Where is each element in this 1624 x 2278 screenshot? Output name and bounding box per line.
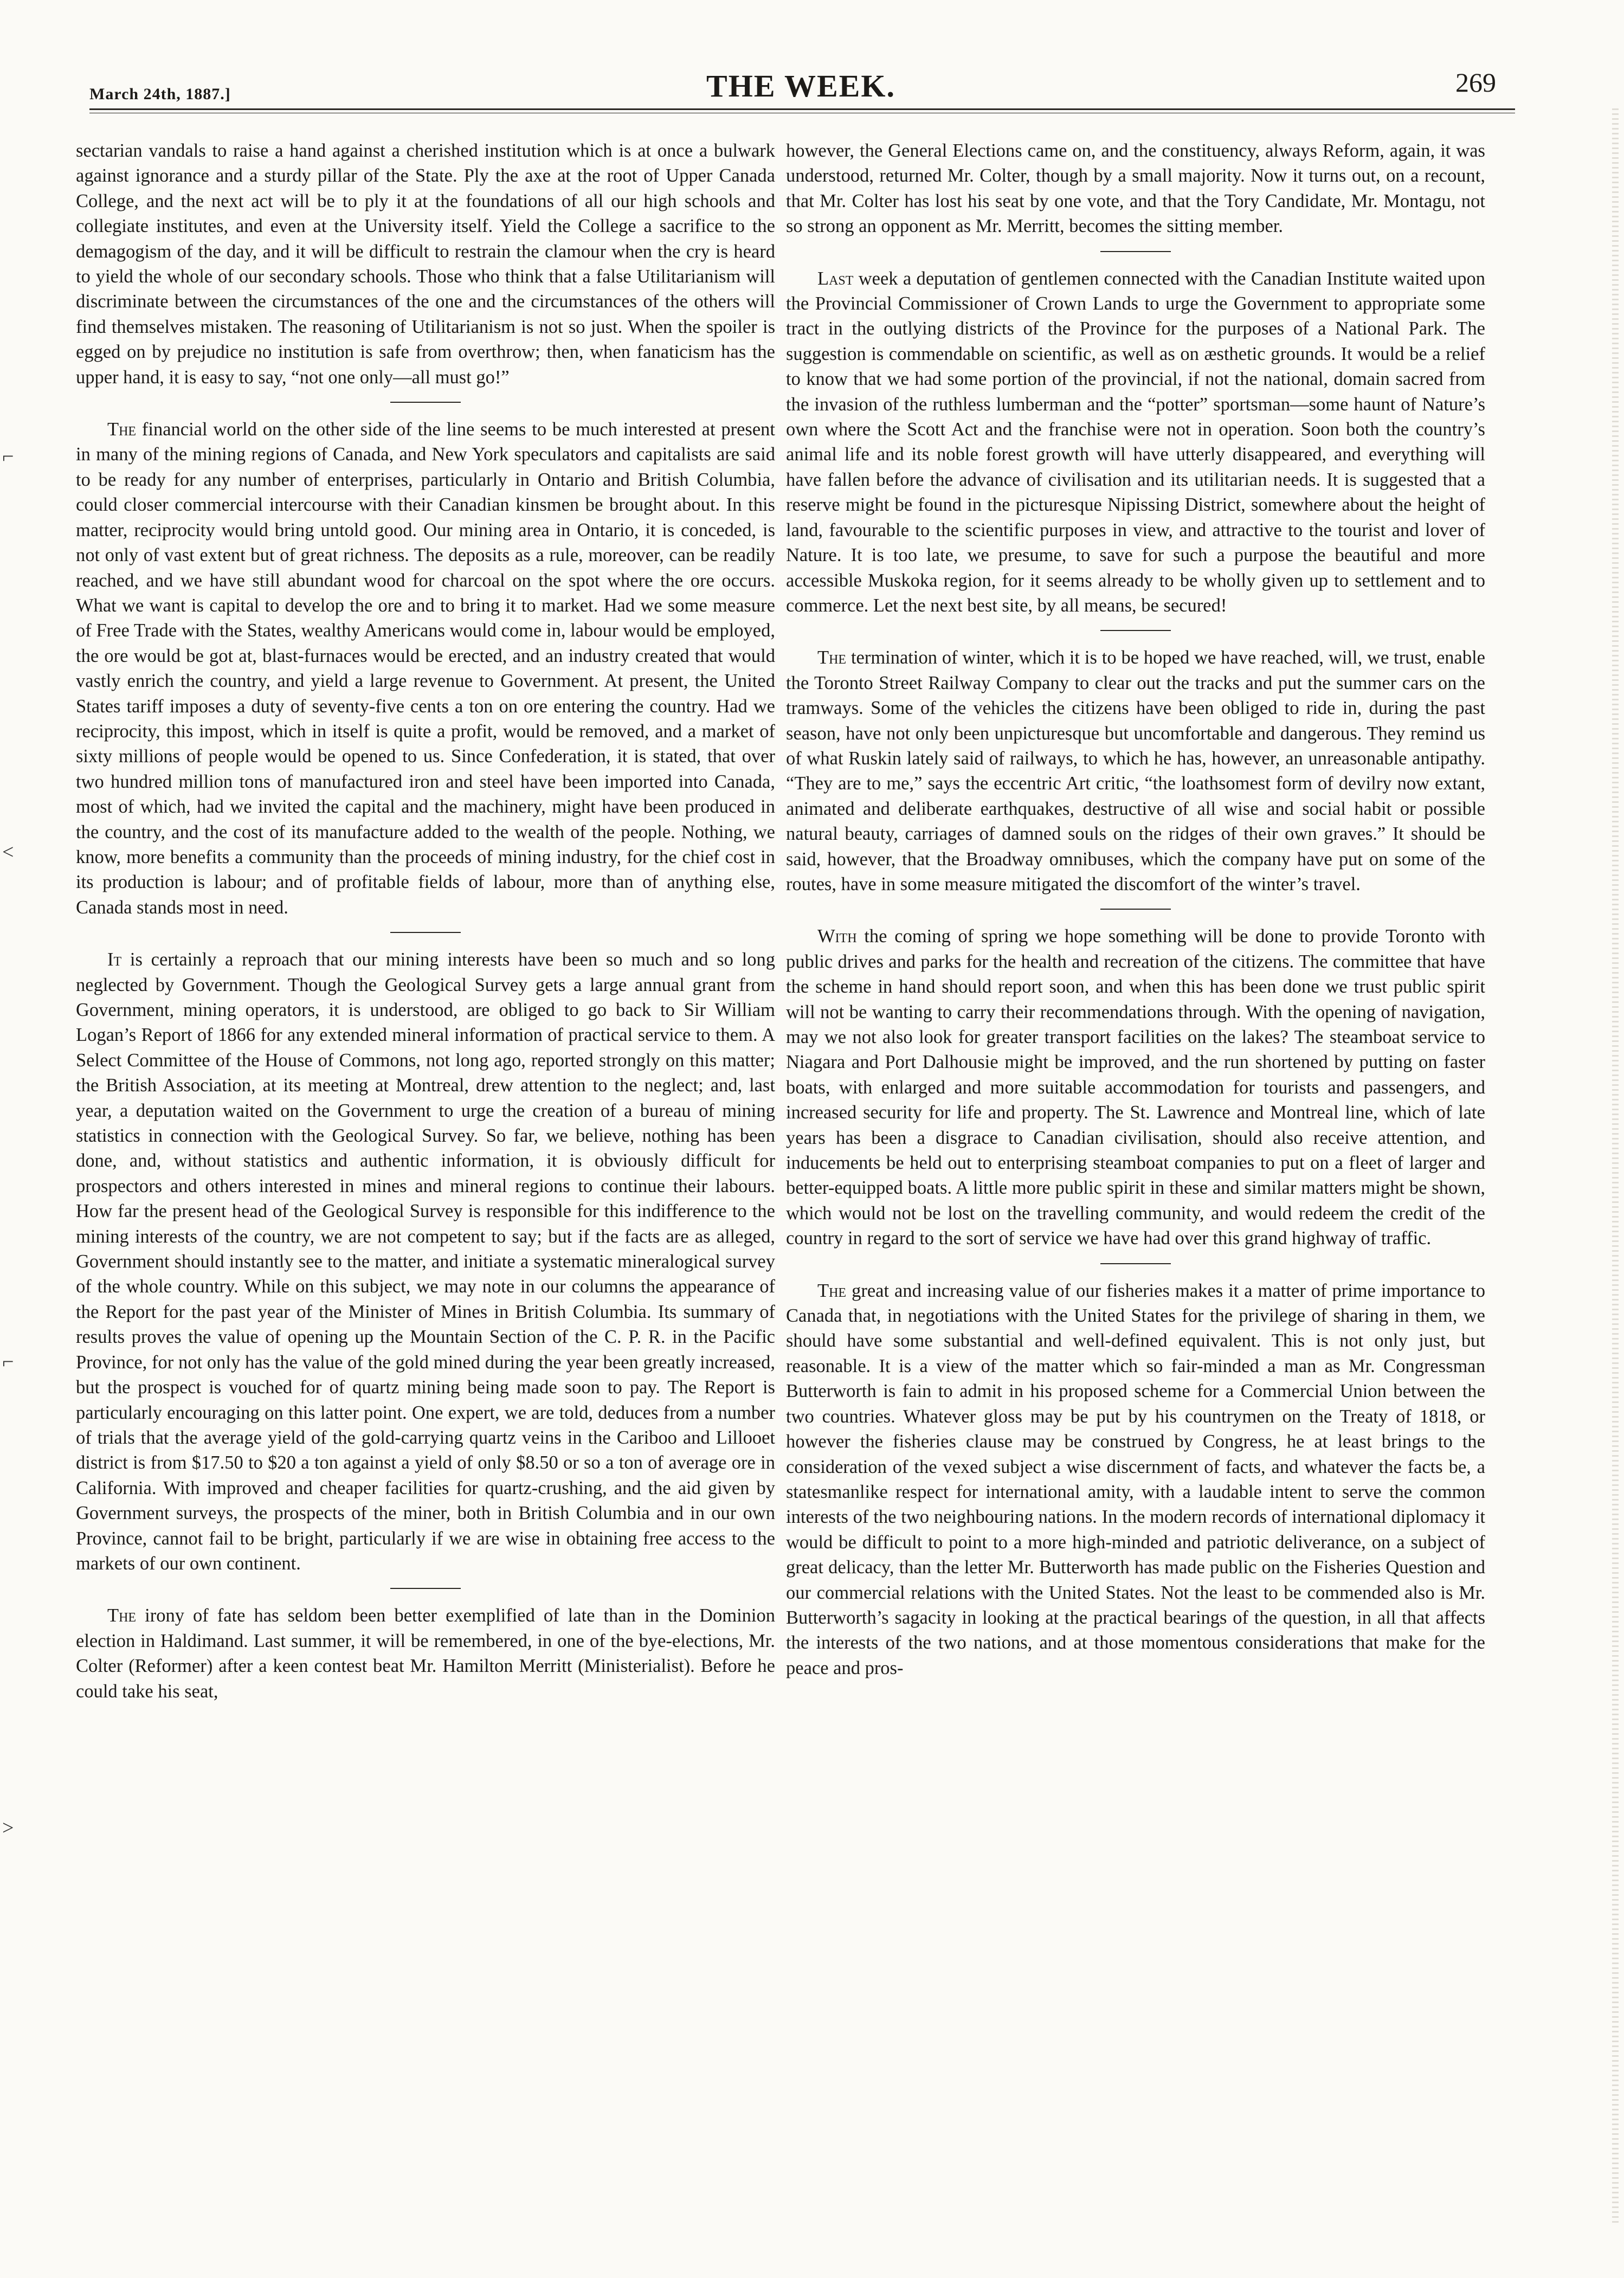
publication-title: THE WEEK.: [706, 68, 895, 104]
lead-word: The: [107, 419, 137, 440]
article-continuation: however, the General Elections came on, and the constituency, always Reform, again, it was understood, returned Mr. Colter, though by a small majority. Now it turns out, on a recount, that Mr. Colter has lost his seat by one vote, and that the Tory Candidate, Mr. Montagu, not so strong an opponent as Mr. Merritt, becomes the sitting member.: [786, 140, 1485, 237]
section-divider: [1100, 1263, 1171, 1264]
article-spring-drives-steamboats: With the coming of spring we hope something will be done to provide Toronto with public drives and parks for the health and recreation of the citizens. The committee that have the scheme in hand should report soon, and when this has been done we trust public spirit will not be wanting to carry their recommendations through. With the opening of navigation, may we not also look for greater transport facilities on the lakes? The steamboat service to Niagara and Port Dalhousie might be improved, and the run shortened by putting on faster boats, with enlarged and more suitable accommodation for tourists and passengers, and increased security for life and property. The St. Lawrence and Montreal line, which of late years has been a disgrace to Canadian civilisation, should also receive attention, and inducements be held out to enterprising steamboat companies to put on a fleet of larger and better-equipped boats. A little more public spirit in these and similar matters might be shown, which would not be lost on the travelling community, and would redeem the credit of the country in regard to the sort of service we have had over this grand highway of traffic.: [786, 926, 1485, 1249]
lead-word: The: [817, 1280, 847, 1301]
article-mining-reciprocity: The financial world on the other side of the line seems to be much interested at present in many of the mining regions of Canada, and New York speculators and capitalists are said to be ready for any number of enterprises, particularly in Ontario and British Columbia, could closer commercial intercourse with their Canadian kinsmen be brought about. In this matter, reciprocity would bring untold good. Our mining area in Ontario, it is conceded, is not only of vast extent but of great richness. The deposits as a rule, moreover, can be readily reached, and we have still abundant wood for charcoal on the spot where the ore occurs. What we want is capital to develop the ore and to bring it to market. Had we some measure of Free Trade with the States, wealthy Americans would come in, labour would be employed, the ore would be got at, blast-furnaces would be erected, and an industry created that would vastly enrich the country, and yield a large revenue to Government. At present, the United States tariff imposes a duty of seventy-five cents a ton on ore entering the country. Had we reciprocity, this impost, which in itself is quite a profit, would be removed, and a market of sixty millions of people would be opened to us. Since Confederation, it is stated, that over two hundred million tons of manufactured iron and steel have been imported into Canada, most of which, had we invited the capital and the machinery, might have been produced in the country, and the cost of its manufacture added to the wealth of the people. Nothing, we know, more benefits a community than the proceeds of mining industry, for the chief cost in its production is labour; and of profitable fields of labour, more than of anything else, Canada stands most in need.: [76, 419, 775, 918]
section-divider: [1100, 630, 1171, 631]
page-number: 269: [1455, 67, 1496, 98]
binding-mark: >: [2, 1817, 14, 1839]
section-divider: [390, 932, 461, 933]
section-divider: [1100, 251, 1171, 252]
lead-word: The: [107, 1605, 137, 1626]
article-haldimand-election: The irony of fate has seldom been better exemplified of late than in the Dominion election in Haldimand. Last summer, it will be remembered, in one of the bye-elections, Mr. Colter (Reformer) after a keen contest beat Mr. Hamilton Merritt (Ministerialist). Before he could take his seat,: [76, 1605, 775, 1702]
article-continuation: sectarian vandals to raise a hand against a cherished institution which is at once a bulwark against ignorance and a sturdy pillar of the State. Ply the axe at the root of Upper Canada College, and the next act will be to ply it at the foundations of all our high schools and collegiate institutes, and even at the University itself. Yield the College a sacrifice to the demagogism of the day, and it will be difficult to restrain the clamour when the cry is heard to yield the whole of our secondary schools. Those who think that a false Utilitarianism will discriminate between the circumstances of the one and the circumstances of the others will find themselves mistaken. The reasoning of Utilitarianism is not so just. When the spoiler is egged on by prejudice no institution is safe from overthrow; then, when fanaticism has the upper hand, it is easy to say, “not one only—all must go!”: [76, 140, 775, 388]
article-street-railway: The termination of winter, which it is to be hoped we have reached, will, we trust, enable the Toronto Street Railway Company to clear out the tracks and put the summer cars on the tramways. Some of the vehicles the citizens have been obliged to ride in, during the past season, have not only been unpicturesque but uncomfortable and dangerous. They remind us of what Ruskin lately said of railways, to which he has, however, an unreasonable antipathy. “They are to me,” says the eccentric Art critic, “the loathsomest form of devilry now extant, animated and deliberate earthquakes, destructive of all wise and social habit or possible natural beauty, carriages of damned souls on the ridges of their own graves.” It should be said, however, that the Broadway omnibuses, which the company have put on some of the routes, have in some measure mitigated the discomfort of the winter’s travel.: [786, 647, 1485, 895]
section-divider: [1100, 909, 1171, 910]
right-column: [786, 138, 1485, 1681]
page-edge-shadow: [1612, 108, 1619, 2223]
section-divider: [390, 1588, 461, 1589]
lead-word: The: [817, 647, 847, 668]
lead-word: With: [817, 926, 857, 947]
section-divider: [390, 402, 461, 403]
page-header: [89, 62, 1512, 111]
lead-word: It: [107, 949, 122, 970]
binding-mark: ⌐: [2, 1350, 14, 1373]
lead-word: Last: [817, 268, 854, 289]
article-national-park: Last week a deputation of gentlemen connected with the Canadian Institute waited upon the Provincial Commissioner of Crown Lands to urge the Government to appropriate some tract in the outlying districts of the Province for the purposes of a National Park. The suggestion is commendable on scientific, as well as on æsthetic grounds. It would be a relief to know that we had some portion of the provincial, if not the national, domain sacred from the invasion of the ruthless lumberman and the “potter” sportsman—some haunt of Nature’s own where the Scott Act and the franchise were not in operation. Soon both the country’s animal life and its noble forest growth will have utterly disappeared, and everything will have fallen before the advance of civilisation and its utilitarian needs. It is suggested that a reserve might be found in the picturesque Nipissing District, somewhere about the height of land, favourable to the scientific purposes in view, and attractive to the tourist and lover of Nature. It is too late, we presume, to save for such a purpose the beautiful and more accessible Muskoka region, for it seems already to be wholly given up to settlement and to commerce. Let the next best site, by all means, be secured!: [786, 268, 1485, 616]
article-geological-survey: It is certainly a reproach that our mining interests have been so much and so long neglected by Government. Though the Geological Survey gets a large annual grant from Government, mining operators, it is understood, are obliged to go back to Sir William Logan’s Report of 1866 for any extended mineral information of practical service to them. A Select Committee of the House of Commons, not long ago, reported strongly on this matter; the British Association, at its meeting at Montreal, drew attention to the neglect; and, last year, a deputation waited on the Government to urge the creation of a bureau of mining statistics in connection with the Geological Survey. So far, we believe, nothing has been done, and, without statistics and authentic information, it is obviously difficult for prospectors and others interested in mines and mineral regions to continue their labours. How far the present head of the Geological Survey is responsible for this indifference to the mining interests of the country, we are not competent to say; but if the facts are as alleged, Government should instantly see to the matter, and initiate a systematic mineralogical survey of the whole country. While on this subject, we may note in our columns the appearance of the Report for the past year of the Minister of Mines in British Columbia. Its summary of results proves the value of opening up the Mountain Section of the C. P. R. in the Pacific Province, for not only has the value of the gold mined during the year been greatly increased, but the prospect is vouched for of quartz mining being made soon to pay. The Report is particularly encouraging on this latter point. One expert, we are told, deduces from a number of trials that the average yield of the gold-carrying quartz veins in the Cariboo and Lillooet district is from $17.50 to $20 a ton against a yield of only $8.50 or so a ton of average ore in California. With improved and cheaper facilities for quartz-crushing, and the aid given by Government surveys, the prospects of the miner, both in British Columbia and in our own Province, cannot fail to be bright, particularly if we are wise in obtaining free access to the markets of our own continent.: [76, 949, 775, 1574]
left-column: [76, 138, 775, 1704]
binding-mark: <: [2, 841, 14, 864]
binding-mark: ⌐: [2, 445, 14, 468]
issue-date: March 24th, 1887.]: [89, 85, 231, 103]
article-fisheries: The great and increasing value of our fisheries makes it a matter of prime importance to Canada that, in negotiations with the United States for the privilege of sharing in them, we should have some substantial and well-defined equivalent. This is not only just, but reasonable. It is a view of the matter which so fair-minded a man as Mr. Congressman Butterworth is fain to admit in his proposed scheme for a Commercial Union between the two countries. Whatever gloss may be put by his countrymen on the Treaty of 1818, or however the fisheries clause may be construed by Congress, he at least brings to the consideration of the vexed subject a wise discernment of facts, and whatever the facts be, a statesmanlike respect for international amity, with a laudable intent to serve the common interests of the two neighbouring nations. In the modern records of international diplomacy it would be difficult to point to a more high-minded and patriotic deliverance, on a subject of great delicacy, than the letter Mr. Butterworth has made public on the Fisheries Question and our commercial relations with the United States. Not the least to be commended also is Mr. Butterworth’s sagacity in looking at the practical bearings of the question, in all that affects the interests of the two nations, and at those momentous considerations that make for the peace and pros-: [786, 1280, 1485, 1678]
header-rule-thick: [89, 108, 1515, 110]
